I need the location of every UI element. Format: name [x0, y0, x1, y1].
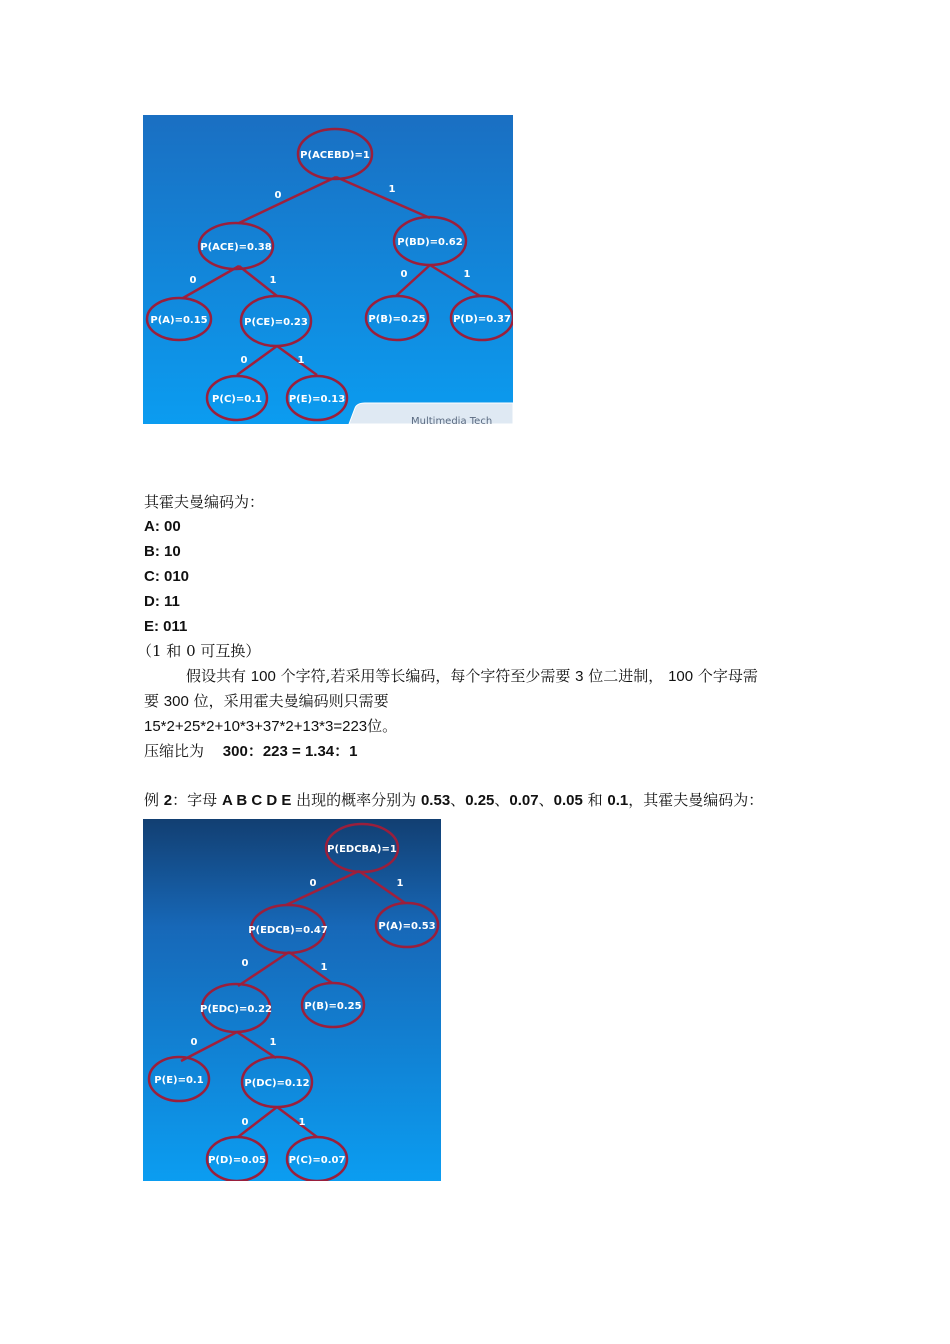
- code-c: C: 010: [144, 568, 190, 585]
- node-label: P(EDCB)=0.47: [248, 925, 328, 936]
- text-run: 例: [144, 791, 160, 809]
- text-run: 0.05: [553, 792, 583, 809]
- node-label: P(A)=0.53: [378, 921, 436, 932]
- node-label: P(D)=0.05: [208, 1155, 266, 1166]
- text-run: 出现的概率分别为: [296, 791, 417, 809]
- edge-label: 1: [463, 269, 471, 280]
- node-label: P(E)=0.13: [288, 394, 346, 405]
- node-label: P(DC)=0.12: [244, 1078, 310, 1089]
- tree-diagram-2: [143, 819, 441, 1181]
- node-label: P(C)=0.1: [212, 394, 262, 405]
- edge-label: 0: [190, 1037, 198, 1048]
- edge-label: 1: [298, 1117, 306, 1128]
- code-a: A: 00: [144, 518, 181, 535]
- edge-label: 0: [189, 275, 197, 286]
- node-label: P(BD)=0.62: [397, 237, 463, 248]
- edge-label: 0: [240, 355, 248, 366]
- text-run: 假设共有: [186, 667, 247, 685]
- text-run: 位。: [367, 717, 398, 735]
- edge-label: 0: [309, 878, 317, 889]
- text-run: 位，采用霍夫曼编码则只需要: [193, 692, 389, 710]
- text-run: 0.07: [509, 792, 539, 809]
- text-run: 、: [494, 791, 510, 809]
- edge-label: 1: [320, 962, 328, 973]
- huffman-tree-figure-2: [143, 819, 441, 1181]
- edge-label: 0: [241, 1117, 249, 1128]
- text-run: 100: [250, 668, 276, 685]
- text-run: 个字母需: [697, 667, 758, 685]
- text-run: A B C D E: [221, 792, 292, 809]
- edge-label: 0: [400, 269, 408, 280]
- ratio-value: 300：223 = 1.34：1: [222, 743, 358, 760]
- node-label: P(EDC)=0.22: [200, 1004, 272, 1015]
- text-run: 、: [450, 791, 466, 809]
- text-run: 0.1: [607, 792, 629, 809]
- huffman-tree-figure-1: [143, 115, 513, 424]
- node-label: P(CE)=0.23: [244, 317, 308, 328]
- edge-label: 1: [297, 355, 305, 366]
- text-run: ：字母: [172, 791, 218, 809]
- text-run: 100: [668, 668, 694, 685]
- edge-label: 0: [241, 958, 249, 969]
- text-run: 3: [575, 668, 584, 685]
- codes-intro: 其霍夫曼编码为：: [144, 493, 265, 511]
- node-label: P(E)=0.1: [154, 1075, 204, 1086]
- figure-background: [143, 819, 441, 1181]
- formula-line: [144, 716, 397, 737]
- interchange-note: （1 和 0 可互换）: [137, 642, 261, 660]
- text-run: ，其霍夫曼编码为：: [628, 791, 764, 809]
- node-label: P(ACEBD)=1: [300, 150, 370, 161]
- node-label: P(A)=0.15: [150, 315, 208, 326]
- text-run: 位二进制，: [588, 667, 664, 685]
- watermark-text: Multimedia Tech: [411, 416, 493, 424]
- code-b: B: 10: [144, 543, 181, 560]
- example-2-heading: [144, 790, 763, 811]
- node-label: P(B)=0.25: [304, 1001, 362, 1012]
- text-run: 、: [538, 791, 554, 809]
- edge-label: 1: [388, 184, 396, 195]
- text-run: 0.25: [465, 792, 495, 809]
- code-e: E: 011: [144, 618, 188, 635]
- node-label: P(ACE)=0.38: [200, 242, 272, 253]
- text-run: 300: [163, 693, 189, 710]
- paragraph-line-2: [144, 691, 389, 712]
- node-label: P(EDCBA)=1: [327, 844, 397, 855]
- text-run: 和: [587, 791, 603, 809]
- tree-diagram-1: [143, 115, 513, 424]
- node-label: P(C)=0.07: [288, 1155, 346, 1166]
- node-label: P(B)=0.25: [368, 314, 426, 325]
- edge-label: 1: [269, 1037, 277, 1048]
- code-d: D: 11: [144, 593, 180, 610]
- formula: 15*2+25*2+10*3+37*2+13*3=223: [144, 718, 368, 735]
- text-run: 个字符,若采用等长编码，每个字符至少需要: [280, 667, 571, 685]
- compression-ratio-line: [144, 741, 357, 762]
- text-run: 0.53: [420, 792, 451, 809]
- paragraph-line-1: [186, 666, 758, 687]
- node-label: P(D)=0.37: [453, 314, 511, 325]
- edge-label: 1: [396, 878, 404, 889]
- text-run: 2: [163, 792, 173, 809]
- text-run: 要: [144, 692, 160, 710]
- edge-label: 1: [269, 275, 277, 286]
- ratio-label: 压缩比为: [144, 742, 205, 760]
- edge-label: 0: [274, 190, 282, 201]
